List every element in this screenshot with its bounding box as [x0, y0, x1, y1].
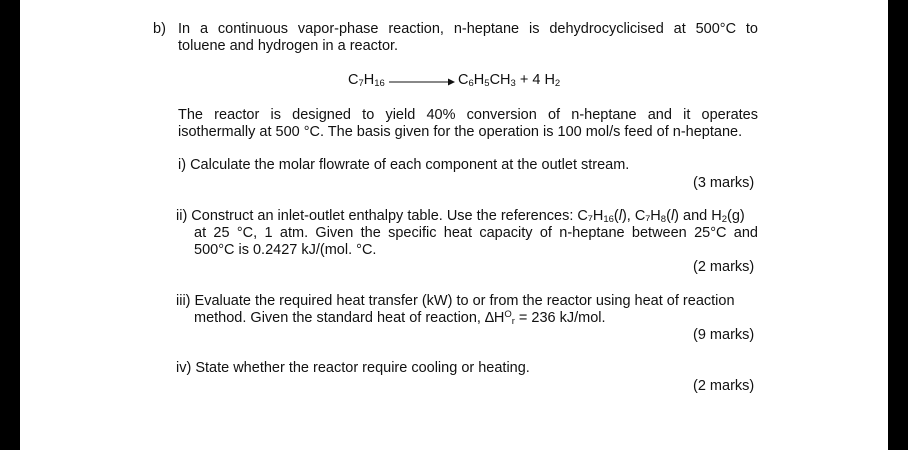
reaction-arrow-icon — [389, 78, 455, 86]
design-line-1: The reactor is designed to yield 40% conversion of n-heptane and it operates — [178, 107, 758, 123]
design-line-2: isothermally at 500 °C. The basis given for the operation is 100 mol/s feed of n-heptane. — [178, 124, 743, 140]
intro-line-2: toluene and hydrogen in a reactor. — [178, 38, 399, 54]
question-iv: iv) State whether the reactor require cooling or heating. — [176, 360, 530, 376]
marks-iii: (9 marks) — [693, 327, 755, 343]
intro-line-1: In a continuous vapor-phase reaction, n-heptane is dehydrocyclicised at 500°C to — [178, 21, 758, 37]
question-ii-line-1: ii) Construct an inlet-outlet enthalpy table. Use the references: $C_7H_{16}(l)$, $C_7H_8(l)$ and $H_2(g)$ — [176, 208, 745, 225]
products-formula: $C_6H_5CH_3 + 4$ $H_2$ — [458, 72, 561, 89]
marks-ii: (2 marks) — [693, 259, 755, 275]
part-label: b) — [153, 21, 166, 37]
question-ii-line-3: 500°C is 0.2427 kJ/(mol. °C. — [194, 242, 377, 258]
document-page — [20, 0, 888, 450]
question-ii-line-2: at 25 °C, 1 atm. Given the specific heat capacity of n-heptane between 25°C and — [194, 225, 758, 241]
marks-iv: (2 marks) — [693, 378, 755, 394]
question-i: i) Calculate the molar flowrate of each component at the outlet stream. — [178, 157, 630, 173]
question-iii-line-2: method. Given the standard heat of reaction, $\Delta H^O_r = 236$ kJ/mol. — [194, 309, 606, 327]
marks-i: (3 marks) — [693, 175, 755, 191]
question-iii-line-1: iii) Evaluate the required heat transfer (kW) to or from the reactor using heat of reaction — [176, 293, 735, 309]
reactant-formula: $C_7H_{16}$ — [348, 72, 385, 89]
